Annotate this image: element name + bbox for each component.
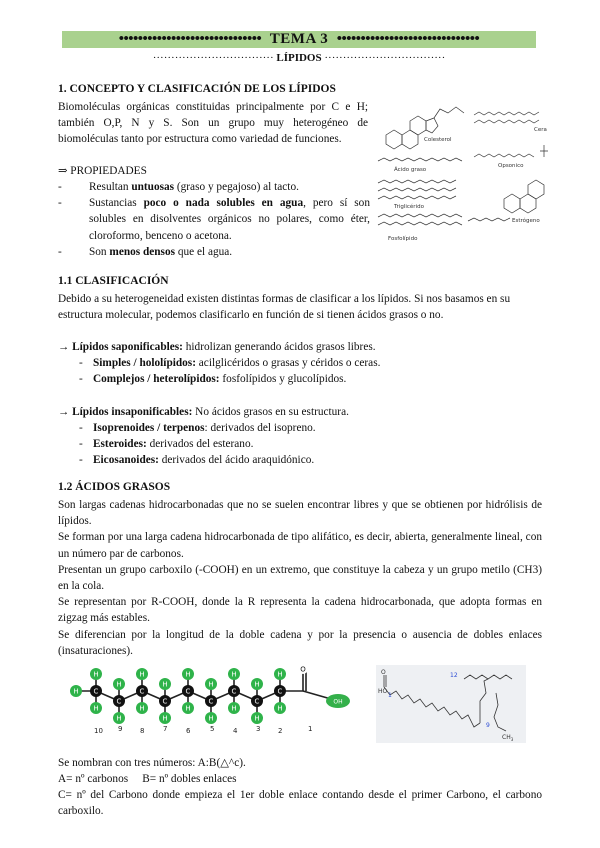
carbon-number: 5 <box>210 725 215 733</box>
property-item: - Son menos densos que el agua. <box>58 245 233 258</box>
section12-paragraphs <box>58 497 542 659</box>
section1-heading: 1. CONCEPTO Y CLASIFICACIÓN DE LOS LÍPIDOS <box>58 83 336 95</box>
carbon-number: 9 <box>118 725 123 733</box>
hydrogen-atom-label: H <box>231 704 237 713</box>
list-item: - Esteroides: derivados del esterano. <box>79 438 254 451</box>
label-acido-graso: Ácido graso <box>394 167 427 173</box>
hydrogen-atom-label: H <box>277 704 283 713</box>
hydrogen-atom-label: H <box>254 680 260 689</box>
section11-intro: Debido a su heterogeneidad existen distintas formas de clasificar a los lípidos. Si nos basamos en su estructura molecular, podemos clasificarlo en función de si tienen ácidos grasos o no. <box>58 293 511 322</box>
paragraph: Se representan por R-COOH, donde la R representa la cadena hidrocarbonada, que adopta formas en zigzag más estables. <box>58 596 542 625</box>
subtitle-text: LÍPIDOS <box>276 52 322 64</box>
carbon-atom-label: C <box>139 687 145 696</box>
chain-o-label: O <box>381 669 386 676</box>
insaponificables-line: → Lípidos insaponificables: No ácidos grasos en su estructura. <box>58 406 349 418</box>
carbon-number: 1 <box>308 725 313 733</box>
subtitle: ································· LÍPIDOS ································· <box>152 52 446 64</box>
section12-heading: 1.2 ÁCIDOS GRASOS <box>58 481 171 493</box>
paragraph: Presentan un grupo carboxilo (-COOH) en un extremo, que constituye la cabeza y un grupo metilo (CH3) en la cola. <box>58 563 542 593</box>
carbon-number: 6 <box>186 727 191 735</box>
hydrogen-atom-label: H <box>139 704 145 713</box>
lipid-structures-figure <box>374 95 554 245</box>
hydrogen-atom-label: H <box>139 670 145 679</box>
saponificables-list <box>79 355 381 387</box>
hydrogen-atom-label: H <box>93 704 99 713</box>
properties-heading: ⇒ PROPIEDADES <box>58 165 147 177</box>
title-text: TEMA 3 <box>269 31 329 47</box>
list-item: - Complejos / heterolípidos: fosfolípidos y glucolípidos. <box>79 373 347 386</box>
label-colesterol: Colesterol <box>424 137 452 143</box>
section11-heading: 1.1 CLASIFICACIÓN <box>58 275 169 287</box>
chain-num-12: 12 <box>450 672 458 679</box>
oxygen-atom-label: O <box>300 665 306 674</box>
list-item: - Eicosanoides: derivados del ácido araquidónico. <box>79 454 315 467</box>
list-item: - Simples / hololípidos: acilglicéridos o grasas y céridos o ceras. <box>79 357 381 369</box>
section1-intro: Biomoléculas orgánicas constituidas principalmente por C e H; también O,P, N y S. Son un grupo muy heterogéneo de biomoléculas tanto por estructura como variedad de funciones. <box>58 101 368 146</box>
carbon-atom-label: C <box>231 687 237 696</box>
page-title: •••••••••••••••••••••••••••••• TEMA 3 •••••••••••••••••••••••••••••• <box>118 31 480 47</box>
carbon-atom-label: C <box>116 697 122 706</box>
carbon-atom-label: C <box>185 687 191 696</box>
paragraph: Se forman por una larga cadena hidrocarbonada de tipo alifático, es decir, abierta, generalmente lineal, con un número par de carbonos. <box>58 531 542 560</box>
saponificables-line: → Lípidos saponificables: hidrolizan generando ácidos grasos libres. <box>58 341 376 353</box>
chain-ch3-label: $CH_3$ <box>502 734 514 742</box>
carbon-atom-label: C <box>162 697 168 706</box>
hydrogen-atom-label: H <box>73 687 79 696</box>
fatty-acid-chain-figure <box>376 665 526 743</box>
naming-line: Se nombran con tres números: A:B(△^c). <box>58 757 246 769</box>
hydrogen-atom-label: H <box>254 714 260 723</box>
carbon-number: 4 <box>233 727 238 735</box>
ab-line: A= nº carbonos B= nº dobles enlaces <box>58 773 237 785</box>
hydrogen-atom-label: H <box>208 714 214 723</box>
carbon-number: 3 <box>256 725 261 733</box>
hydrogen-atom-label: H <box>116 714 122 723</box>
hydrogen-atom-label: H <box>185 670 191 679</box>
label-triglicerido: Triglicérido <box>394 204 424 210</box>
paragraph: Se diferencian por la longitud de la doble cadena y por la presencia o ausencia de dobles enlaces (insaturaciones). <box>58 628 542 657</box>
carbon-atom-label: C <box>93 687 99 696</box>
hydrogen-atom-label: H <box>208 680 214 689</box>
property-item: - Resultan untuosas (graso y pegajoso) al tacto. <box>58 181 299 193</box>
label-fosfolipido: Fosfolípido <box>388 236 418 242</box>
hydrogen-atom-label: H <box>185 704 191 713</box>
property-item: - Sustancias poco o nada solubles en agua, pero sí son solubles en disolventes orgánicos no polares, como éter, cloroformo, benceno o acetona. <box>58 197 370 242</box>
hydrogen-atom-label: H <box>231 670 237 679</box>
hydrogen-atom-label: H <box>93 670 99 679</box>
hydrogen-atom-label: H <box>116 680 122 689</box>
carbon-atom-label: C <box>277 687 283 696</box>
insaponificables-list <box>79 420 316 469</box>
hydrogen-atom-label: H <box>162 714 168 723</box>
c-line: C= nº del Carbono donde empieza el 1er doble enlace contando desde el primer Carbono, el carbono carboxilo. <box>58 789 542 818</box>
fatty-acid-diagram <box>70 665 370 745</box>
label-cera: Cera <box>534 127 547 133</box>
carbon-atom-label: C <box>208 697 214 706</box>
carbon-number: 7 <box>163 725 168 733</box>
chain-num-9: 9 <box>486 722 490 729</box>
list-item: - Isoprenoides / terpenos: derivados del isopreno. <box>79 422 316 434</box>
label-estrogeno: Estrógeno <box>512 218 540 224</box>
hydroxyl-label: OH <box>333 698 343 706</box>
properties-list <box>58 179 370 260</box>
label-opsonico: Opsonico <box>498 163 524 169</box>
carbon-number: 2 <box>278 727 283 735</box>
carbon-atom-label: C <box>254 697 260 706</box>
hydrogen-atom-label: H <box>277 670 283 679</box>
chain-ho-label: HO <box>378 688 388 695</box>
chain-num-1: 1 <box>388 692 392 699</box>
carbon-number: 10 <box>94 727 103 735</box>
carbon-number: 8 <box>140 727 145 735</box>
paragraph: Son largas cadenas hidrocarbonadas que no se suelen encontrar libres y que se obtienen por hidrólisis de lípidos. <box>58 499 542 528</box>
hydrogen-atom-label: H <box>162 680 168 689</box>
